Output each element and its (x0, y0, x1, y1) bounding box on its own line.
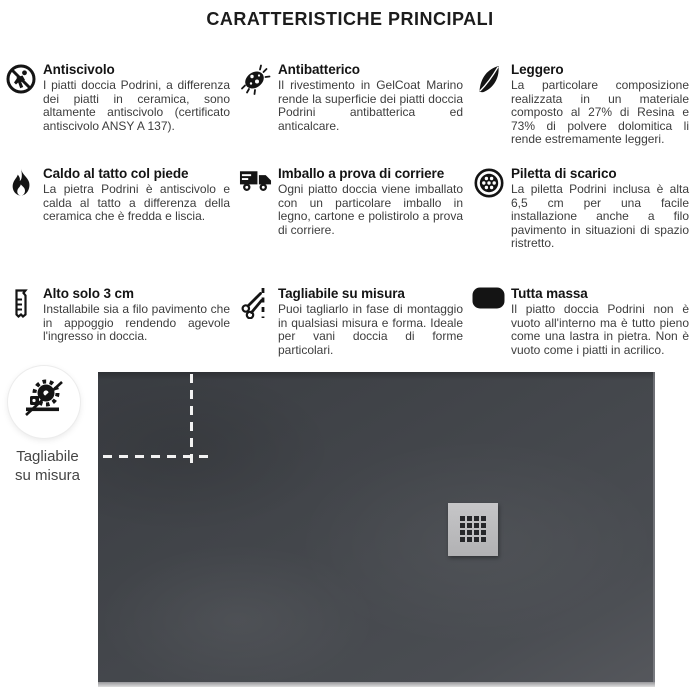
feature-text (511, 62, 689, 147)
feature-text (511, 286, 689, 357)
feature-body: Puoi tagliarlo in fase di montaggio in qualsiasi misura e forma. Ideale per vani doccia di forme particolari. (278, 302, 463, 357)
feature-antibatterico (239, 62, 472, 166)
slab-icon (472, 286, 505, 309)
feature-title: Antiscivolo (43, 62, 115, 77)
feature-title: Antibatterico (278, 62, 360, 77)
feature-title: Alto solo 3 cm (43, 286, 134, 301)
feature-body: Ogni piatto doccia viene imballato con un particolare imballo in legno, cartone e polistirolo a prova di corriere. (278, 182, 463, 237)
no-slip-icon (4, 62, 37, 95)
cut-line-horizontal (103, 455, 213, 458)
scissors-icon (239, 286, 272, 319)
feature-title: Imballo a prova di corriere (278, 166, 445, 181)
feature-title: Tutta massa (511, 286, 588, 301)
feature-text (278, 286, 463, 357)
cut-to-size-label-line1: Tagliabile (16, 448, 79, 465)
tray-front-edge (98, 682, 655, 687)
feature-tagliabile (239, 286, 472, 357)
feature-imballo (239, 166, 472, 286)
feature-body: La piletta Podrini inclusa è alta 6,5 cm per una facile installazione anche a filo pavimento in situazioni di spazio ristretto. (511, 182, 689, 251)
cut-to-size-label-line2: su misura (14, 467, 81, 484)
feature-leggero (472, 62, 698, 166)
flame-icon (4, 166, 37, 199)
cut-to-size-badge (8, 366, 80, 438)
feature-title: Caldo al tatto col piede (43, 166, 189, 181)
cut-to-size-label (0, 447, 95, 485)
feature-text (43, 166, 230, 224)
feature-caldo-al-tatto (4, 166, 239, 286)
circular-saw-icon (21, 377, 67, 428)
drain-cover (448, 503, 498, 556)
feature-text (278, 62, 463, 133)
feature-body: La particolare composizione realizzata in un materiale composto al 27% di Resina e 73% di polvere dolomitica li rende estremamente leggeri. (511, 78, 689, 147)
feature-body: La pietra Podrini è antiscivolo e calda al tatto a differenza della ceramica che è fredda e liscia. (43, 182, 230, 224)
feature-alto-3cm (4, 286, 239, 357)
feature-text (43, 286, 230, 344)
feature-piletta (472, 166, 698, 286)
feature-body: Installabile sia a filo pavimento che in appoggio rendendo agevole l'ingresso in doccia. (43, 302, 230, 344)
feature-text (511, 166, 689, 251)
drain-grid-icon (460, 516, 486, 542)
feature-body: Il rivestimento in GelCoat Marino rende la superficie dei piatti doccia Podrini antibatterica ed anticalcare. (278, 78, 463, 133)
feature-title: Leggero (511, 62, 564, 77)
feature-text (43, 62, 230, 133)
feature-title: Tagliabile su misura (278, 286, 405, 301)
feature-title: Piletta di scarico (511, 166, 617, 181)
ruler-icon (4, 286, 37, 319)
feature-body: Il piatto doccia Podrini non è vuoto all'interno ma è tutto pieno come una lastra in pietra. Non è vuoto come i piatti in acrilico. (511, 302, 689, 357)
drain-icon (472, 166, 505, 199)
page-title: CARATTERISTICHE PRINCIPALI (206, 9, 494, 29)
shower-tray-photo (98, 372, 655, 682)
feature-text (278, 166, 463, 237)
feature-body: I piatti doccia Podrini, a differenza dei piatti in ceramica, sono altamente antiscivolo (certificato antiscivolo ANSY A 137). (43, 78, 230, 133)
features-grid (4, 62, 698, 357)
feather-icon (472, 62, 505, 95)
delivery-truck-icon (239, 166, 272, 194)
bacteria-icon (239, 62, 272, 95)
feature-tutta-massa (472, 286, 698, 357)
feature-antiscivolo (4, 62, 239, 166)
